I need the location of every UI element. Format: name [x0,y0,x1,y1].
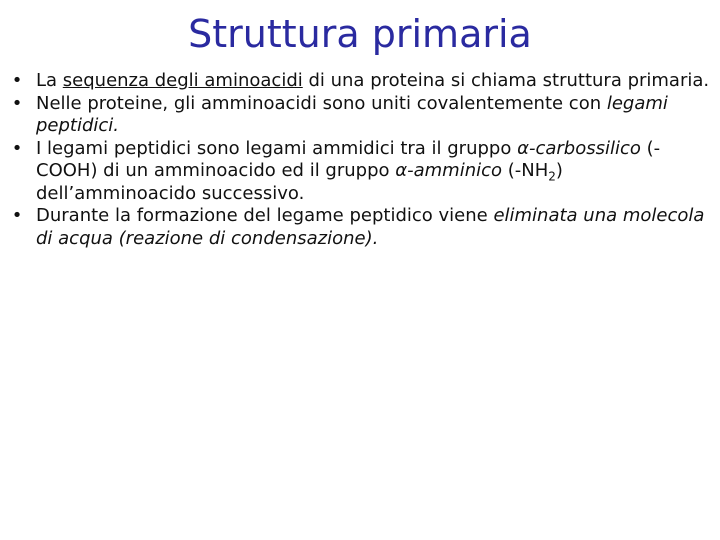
subscript: 2 [548,169,556,184]
bullet-icon: • [11,92,23,114]
italic-term: α-amminico [395,160,503,181]
bullet-text: Durante la formazione del legame peptidico viene [36,205,494,226]
slide-title: Struttura primaria [188,12,532,56]
bullet-text: La [36,70,63,91]
underlined-term: sequenza degli aminoacidi [62,70,303,91]
bullet-item-condensation [10,205,710,250]
bullet-item-amide-bonds [10,138,710,206]
italic-term: α-carbossilico [517,137,641,159]
bullet-icon: • [11,137,23,159]
bullet-icon: • [11,205,23,226]
bullet-text: ) dell’amminoacido successivo. [36,160,563,204]
bullet-item-peptide-bonds [10,93,710,138]
bullet-text: (-NH [502,160,549,181]
bullet-icon: • [11,70,23,91]
italic-term: eliminata una molecola di acqua (reazione di condensazione). [36,205,705,249]
bullet-list [10,70,710,250]
italic-term: legami peptidici. [36,92,668,136]
bullet-text: Nelle proteine, gli amminoacidi sono uniti covalentemente con [36,92,607,114]
bullet-text: di una proteina si chiama struttura primaria. [302,70,710,91]
bullet-text: I legami peptidici sono legami ammidici tra il gruppo [36,137,518,159]
bullet-item-sequence [10,70,710,93]
bullet-text: (-COOH) di un amminoacido ed il gruppo [36,137,661,181]
